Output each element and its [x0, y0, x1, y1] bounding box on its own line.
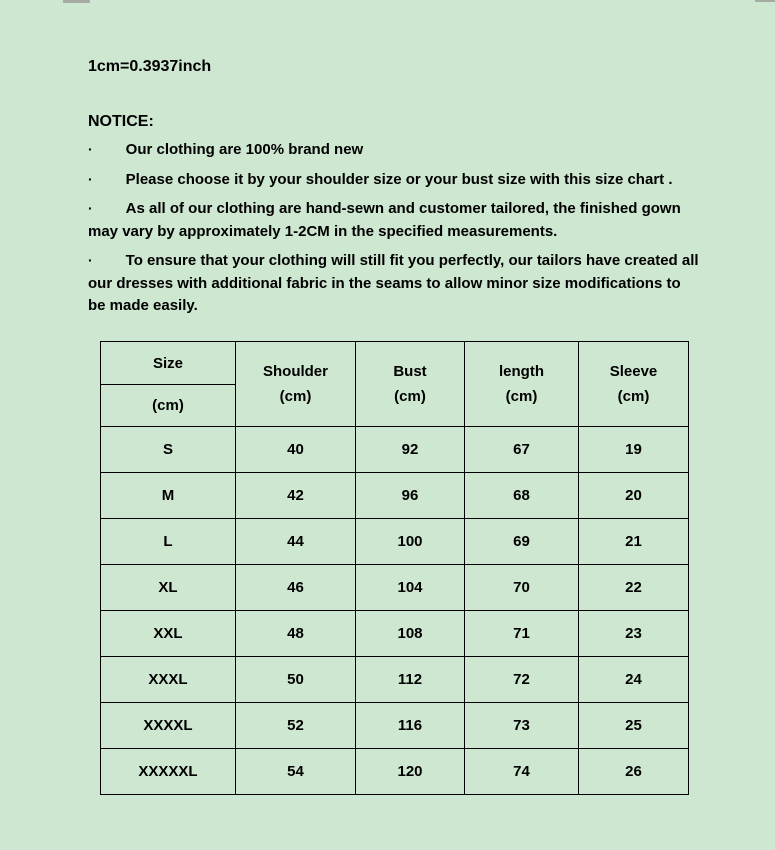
size-chart-table: [100, 341, 689, 795]
size-cell: L: [101, 519, 236, 565]
length-cell: 67: [465, 427, 579, 473]
shoulder-cell: 40: [236, 427, 356, 473]
table-row: [101, 703, 689, 749]
table-row: [101, 565, 689, 611]
header-shoulder: [236, 342, 356, 427]
header-length: [465, 342, 579, 427]
shoulder-cell: 46: [236, 565, 356, 611]
sleeve-cell: 22: [579, 565, 689, 611]
length-cell: 74: [465, 749, 579, 795]
size-cell: M: [101, 473, 236, 519]
header-shoulder-label: Shoulder: [262, 363, 328, 380]
length-cell: 68: [465, 473, 579, 519]
notice-item: [88, 138, 702, 162]
bullet-dot: ·: [88, 200, 93, 216]
header-bust: [356, 342, 465, 427]
top-edge-artifact-right: [755, 0, 775, 2]
sleeve-cell: 24: [579, 657, 689, 703]
bust-cell: 120: [356, 749, 465, 795]
header-size-unit: (cm): [101, 385, 236, 427]
table-row: [101, 473, 689, 519]
header-sleeve-label: Sleeve: [609, 363, 658, 380]
size-cell: XXXXXL: [101, 749, 236, 795]
size-cell: XL: [101, 565, 236, 611]
notice-item-text: Please choose it by your shoulder size or your bust size with this size chart .: [125, 170, 673, 188]
length-cell: 69: [465, 519, 579, 565]
size-cell: XXL: [101, 611, 236, 657]
bullet-dot: ·: [88, 141, 93, 157]
header-sleeve-unit: (cm): [617, 388, 650, 405]
shoulder-cell: 48: [236, 611, 356, 657]
size-cell: S: [101, 427, 236, 473]
table-row: [101, 611, 689, 657]
sleeve-cell: 20: [579, 473, 689, 519]
sleeve-cell: 19: [579, 427, 689, 473]
shoulder-cell: 42: [236, 473, 356, 519]
length-cell: 73: [465, 703, 579, 749]
bust-cell: 92: [356, 427, 465, 473]
notice-list: [88, 138, 702, 324]
sleeve-cell: 23: [579, 611, 689, 657]
notice-item: [88, 168, 702, 192]
bullet-dot: ·: [88, 252, 93, 268]
length-cell: 70: [465, 565, 579, 611]
bullet-dot: ·: [88, 170, 93, 187]
bust-cell: 100: [356, 519, 465, 565]
notice-item-text: As all of our clothing are hand-sewn and customer tailored, the finished gown may vary by approximately 1-2CM in the specified measurements.: [88, 200, 681, 240]
shoulder-cell: 54: [236, 749, 356, 795]
sleeve-cell: 21: [579, 519, 689, 565]
size-cell: XXXXL: [101, 703, 236, 749]
bust-cell: 112: [356, 657, 465, 703]
table-row: [101, 657, 689, 703]
bust-cell: 108: [356, 611, 465, 657]
bust-cell: 116: [356, 703, 465, 749]
header-length-unit: (cm): [505, 388, 538, 405]
notice-heading: NOTICE:: [88, 113, 154, 130]
header-sleeve: [579, 342, 689, 427]
top-edge-artifact-left: [63, 0, 90, 3]
header-bust-label: Bust: [393, 363, 427, 380]
shoulder-cell: 50: [236, 657, 356, 703]
header-size-label: Size: [101, 342, 236, 385]
bust-cell: 96: [356, 473, 465, 519]
table-row: [101, 427, 689, 473]
header-row-top: [101, 342, 689, 385]
size-cell: XXXL: [101, 657, 236, 703]
unit-conversion-note: 1cm=0.3937inch: [88, 58, 212, 75]
notice-item: [88, 249, 702, 318]
notice-item-text: To ensure that your clothing will still fit you perfectly, our tailors have created all our dresses with additional fabric in the seams to allow minor size modifications to be made easily.: [88, 252, 699, 314]
header-bust-unit: (cm): [394, 388, 426, 405]
length-cell: 72: [465, 657, 579, 703]
table-row: [101, 749, 689, 795]
shoulder-cell: 44: [236, 519, 356, 565]
sleeve-cell: 25: [579, 703, 689, 749]
header-shoulder-unit: (cm): [279, 388, 312, 405]
table-row: [101, 519, 689, 565]
sleeve-cell: 26: [579, 749, 689, 795]
header-length-label: length: [499, 363, 544, 380]
notice-item-text: Our clothing are 100% brand new: [125, 141, 364, 158]
bust-cell: 104: [356, 565, 465, 611]
length-cell: 71: [465, 611, 579, 657]
shoulder-cell: 52: [236, 703, 356, 749]
notice-item: [88, 197, 702, 243]
